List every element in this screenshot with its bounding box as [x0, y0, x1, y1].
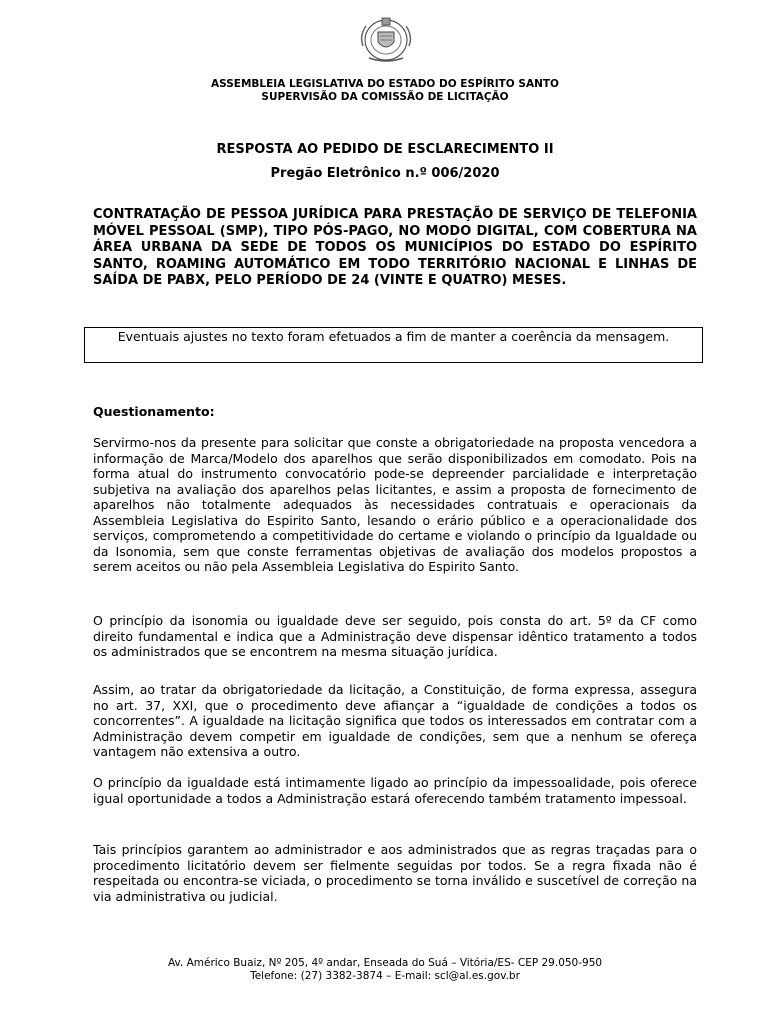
paragraph-4: O princípio da igualdade está intimamente ligado ao princípio da impessoalidade, pois oferece igual oportunidade a todos a Administração estará oferecendo também tratamento impessoal. [93, 775, 697, 806]
paragraph-2: O princípio da isonomia ou igualdade deve ser seguido, pois consta do art. 5º da CF como direito fundamental e indica que a Administração deve dispensar idêntico tratamento a todos os administrados que se encontrem na mesma situação jurídica. [93, 613, 697, 659]
paragraph-5: Tais princípios garantem ao administrador e aos administrados que as regras traçadas para o procedimento licitatório devem ser fielmente seguidas por todos. Se a regra fixada não é respeitada ou encontra-se viciada, o procedimento se torna inválido e suscetível de correção na via administrativa ou judicial. [93, 842, 697, 904]
note-box [84, 327, 703, 363]
document-subtitle: Pregão Eletrônico n.º 006/2020 [270, 166, 500, 181]
note-text: Eventuais ajustes no texto foram efetuados a fim de manter a coerência da mensagem. [117, 329, 670, 344]
paragraph-3: Assim, ao tratar da obrigatoriedade da licitação, a Constituição, de forma expressa, assegura no art. 37, XXI, que o procedimento deve afiançar a “igualdade de condições a todos os concorrentes”. A igualdade na licitação significa que todos os interessados em contratar com a Administração devem competir em igualdade de condições, sem que a nenhum se ofereça vantagem não extensiva a outro. [93, 682, 697, 759]
coat-of-arms-icon [357, 14, 415, 64]
org-name-line1: ASSEMBLEIA LEGISLATIVA DO ESTADO DO ESPÍRITO SANTO [211, 78, 559, 90]
question-heading: Questionamento: [93, 404, 215, 419]
footer-contact: Telefone: (27) 3382-3874 – E-mail: scl@al.es.gov.br [250, 970, 520, 982]
org-name-line2: SUPERVISÃO DA COMISSÃO DE LICITAÇÃO [261, 91, 509, 103]
document-title: RESPOSTA AO PEDIDO DE ESCLARECIMENTO II [216, 142, 554, 157]
paragraph-1: Servirmo-nos da presente para solicitar que conste a obrigatoriedade na proposta vencedora a informação de Marca/Modelo dos aparelhos que serão disponibilizados em comodato. Pois na forma atual do instrumento convocatório pode-se depreender parcialidade e interpretação subjetiva na avaliação dos aparelhos pelas licitantes, e assim a proposta de fornecimento de aparelhos não totalmente adequados às necessidades contratuais e operacionais da Assembleia Legislativa do Espirito Santo, lesando o erário público e a operacionalidade dos serviços, comprometendo a competitividade do certame e violando o princípio da Igualdade ou da Isonomia, sem que conste ferramentas objetivas de avaliação dos modelos propostos a serem aceitos ou não pela Assembleia Legislativa do Espirito Santo. [93, 435, 697, 574]
footer-address: Av. Américo Buaiz, Nº 205, 4º andar, Enseada do Suá – Vitória/ES- CEP 29.050-950 [167, 957, 603, 969]
document-subject: CONTRATAÇÃO DE PESSOA JURÍDICA PARA PRESTAÇÃO DE SERVIÇO DE TELEFONIA MÓVEL PESSOAL (SMP), TIPO PÓS-PAGO, NO MODO DIGITAL, COM COBERTURA NA ÁREA URBANA DA SEDE DE TODOS OS MUNICÍPIOS DO ESTADO DO ESPÍRITO SANTO, ROAMING AUTOMÁTICO EM TODO TERRITÓRIO NACIONAL E LINHAS DE SAÍDA DE PABX, PELO PERÍODO DE 24 (VINTE E QUATRO) MESES. [93, 207, 697, 288]
